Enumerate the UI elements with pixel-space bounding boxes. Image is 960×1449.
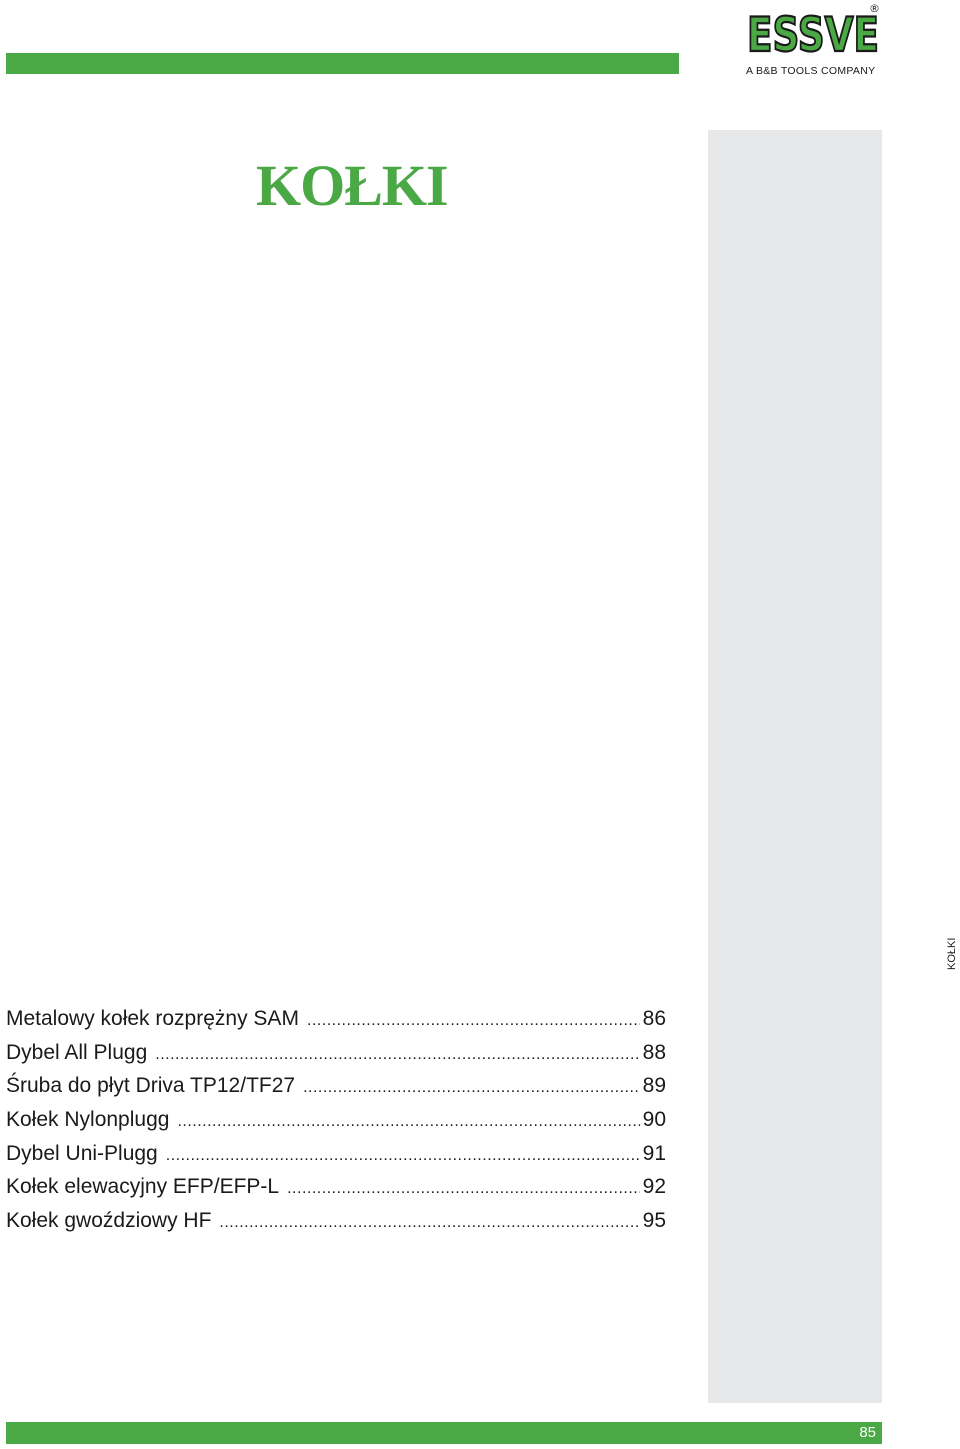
toc-item[interactable] <box>6 1041 666 1075</box>
table-of-contents <box>6 1007 666 1243</box>
toc-dot-leader <box>287 1180 640 1198</box>
toc-dot-leader <box>219 1214 639 1232</box>
toc-item[interactable] <box>6 1007 666 1041</box>
toc-dot-leader <box>177 1113 639 1131</box>
toc-item-page: 91 <box>642 1141 666 1165</box>
footer-green-bar <box>6 1422 882 1444</box>
toc-item-page: 95 <box>642 1209 666 1233</box>
toc-item-page: 86 <box>642 1007 666 1030</box>
header-green-bar <box>6 53 679 74</box>
essve-logo-mark <box>745 6 881 58</box>
toc-item[interactable] <box>6 1108 666 1142</box>
toc-item-title: Dybel Uni-Plugg <box>6 1141 158 1165</box>
toc-item-page: 90 <box>642 1108 666 1132</box>
toc-item-page: 92 <box>642 1175 666 1199</box>
toc-dot-leader <box>307 1012 640 1030</box>
toc-item-title: Kołek gwoździowy HF <box>6 1209 212 1233</box>
toc-dot-leader <box>155 1046 639 1064</box>
toc-dot-leader <box>166 1147 640 1165</box>
side-section-label: KOŁKI <box>946 937 958 970</box>
toc-item-title: Metalowy kołek rozprężny SAM <box>6 1007 299 1030</box>
logo-wordmark: ESSVE <box>747 8 879 58</box>
page-number: 85 <box>859 1424 876 1441</box>
logo-tagline: A B&B TOOLS COMPANY <box>746 65 876 77</box>
toc-item-title: Dybel All Plugg <box>6 1040 148 1064</box>
toc-item[interactable] <box>6 1175 666 1209</box>
toc-item[interactable] <box>6 1074 666 1108</box>
essve-logo <box>745 2 885 82</box>
side-panel <box>708 130 882 1403</box>
toc-item-page: 88 <box>642 1040 666 1064</box>
registered-mark: ® <box>869 2 880 15</box>
page-title: KOŁKI <box>256 153 448 218</box>
toc-item[interactable] <box>6 1209 666 1243</box>
toc-item-title: Kołek Nylonplugg <box>6 1108 170 1132</box>
toc-item[interactable] <box>6 1142 666 1176</box>
toc-dot-leader <box>303 1079 640 1097</box>
toc-item-page: 89 <box>642 1074 666 1098</box>
toc-item-title: Kołek elewacyjny EFP/EFP-L <box>6 1175 280 1199</box>
toc-item-title: Śruba do płyt Driva TP12/TF27 <box>6 1074 296 1098</box>
